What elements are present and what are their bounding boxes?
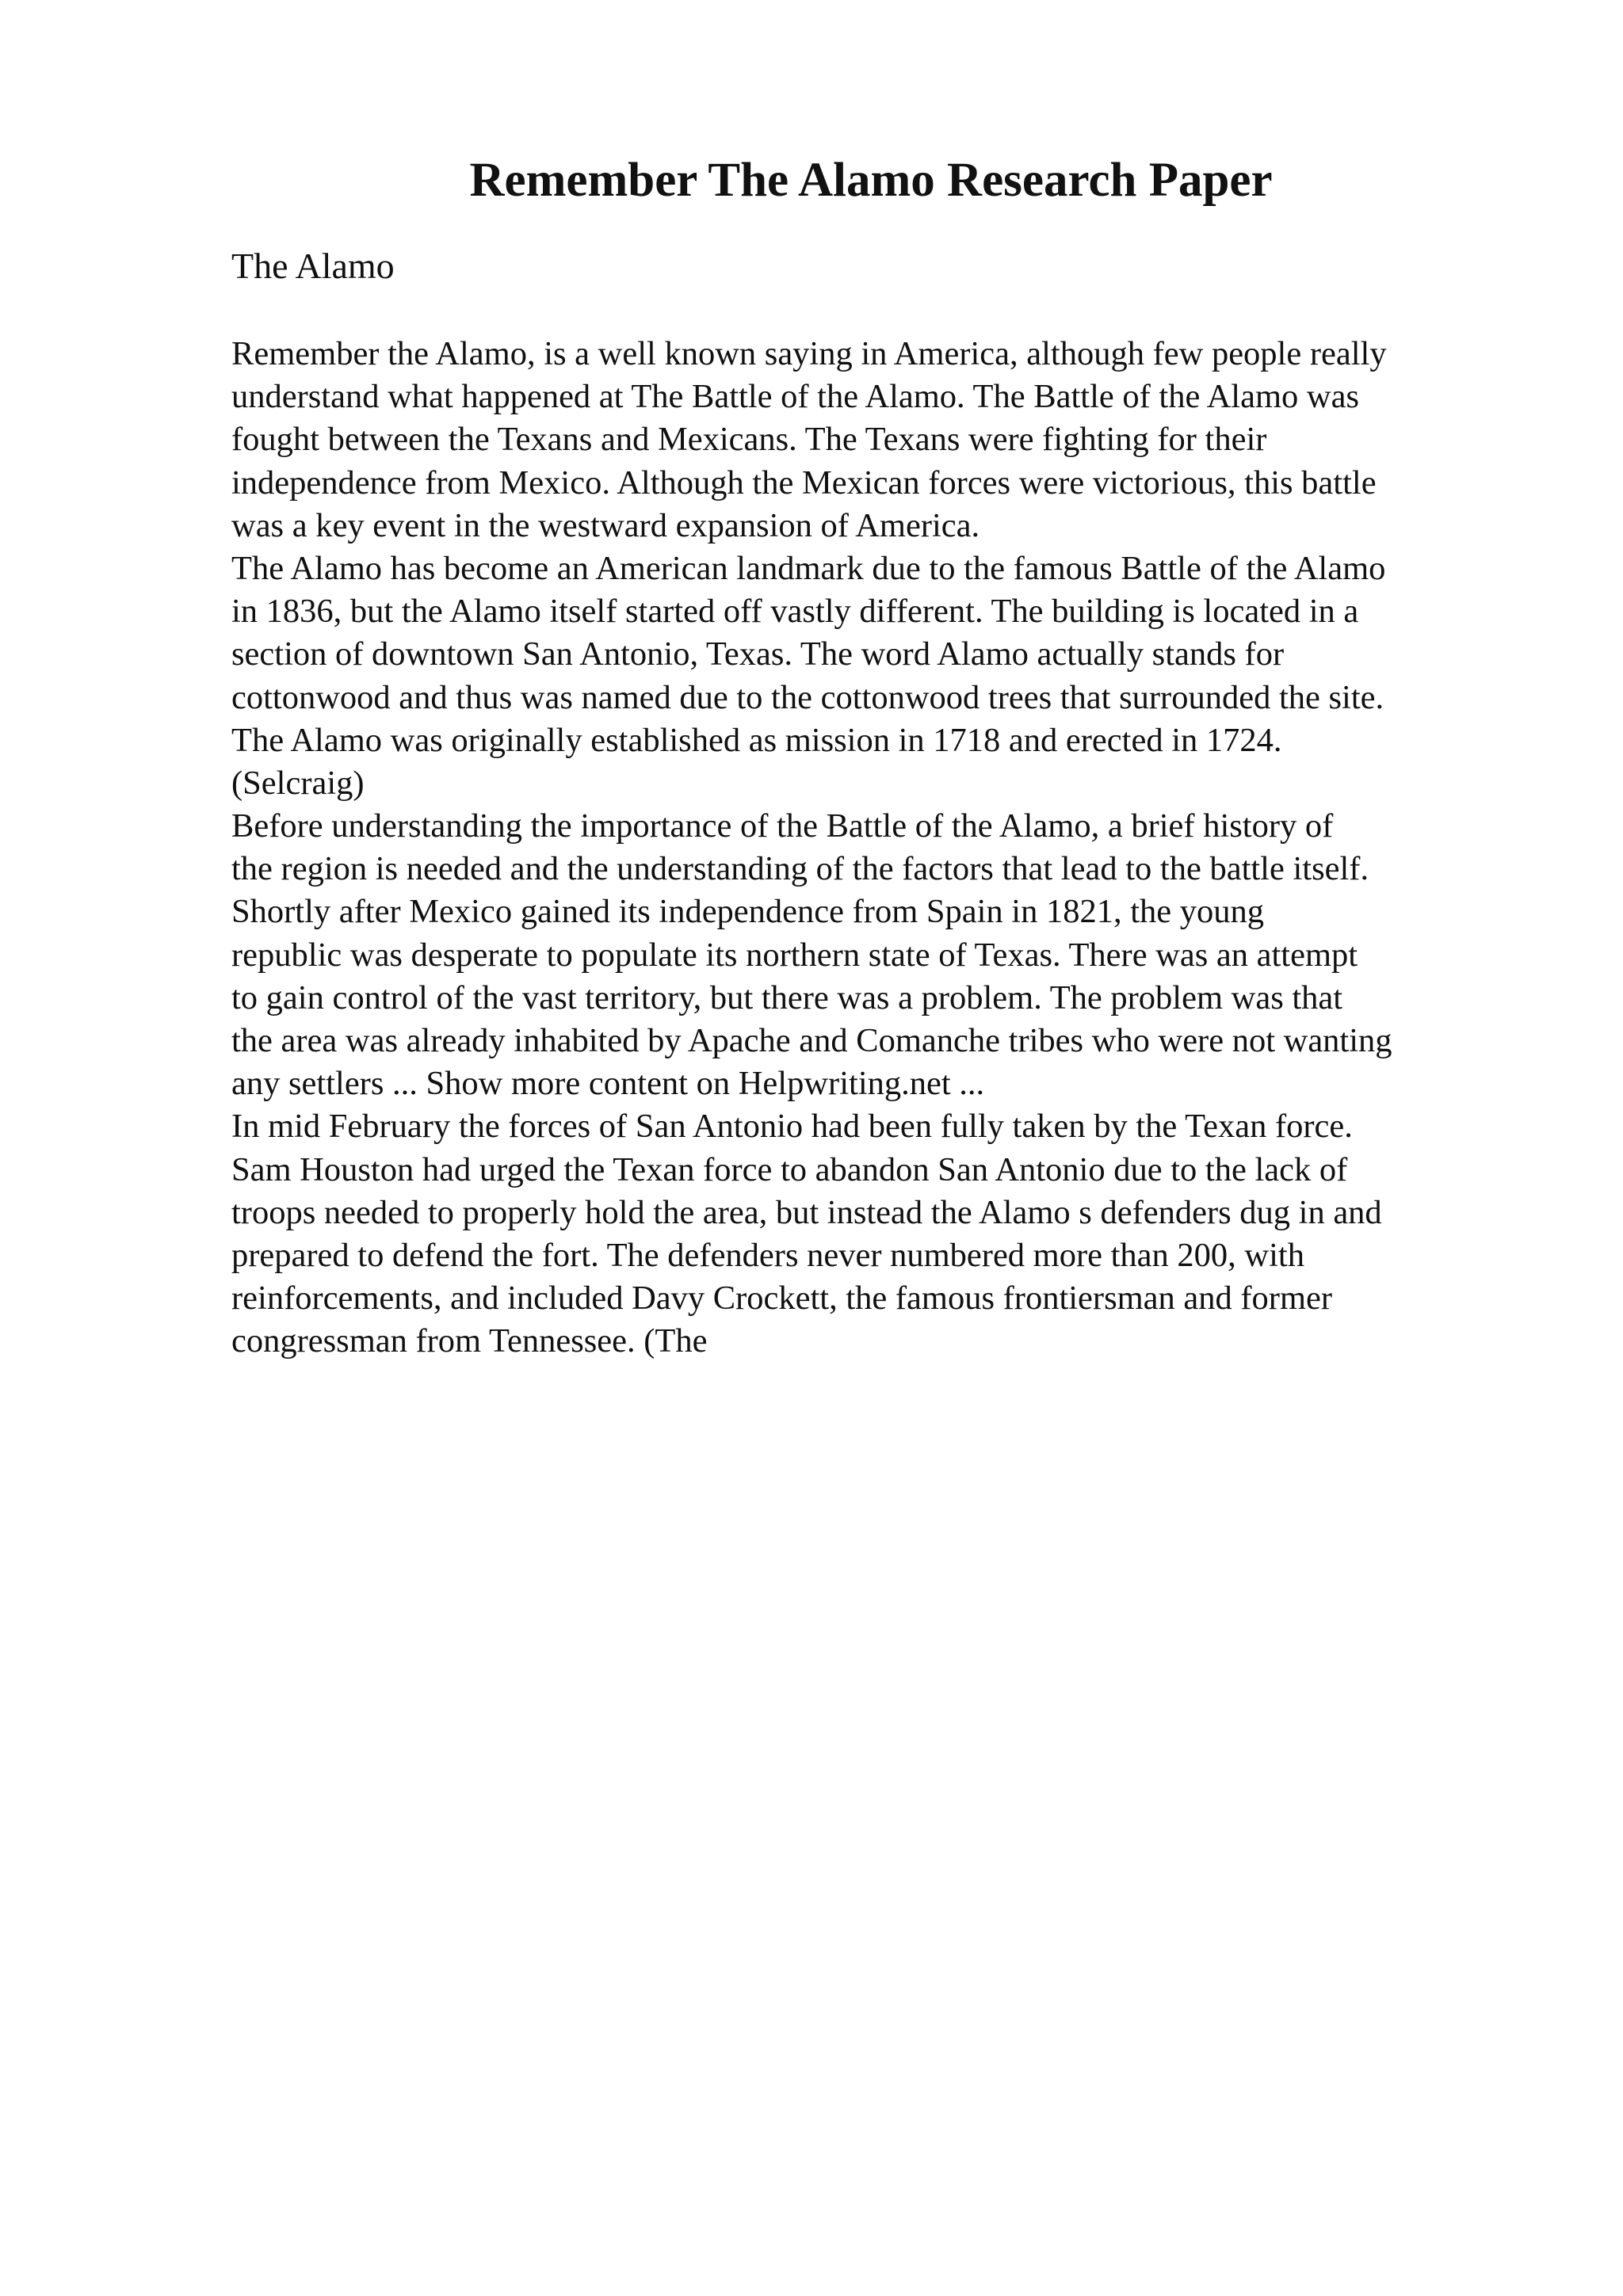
text-line: The Alamo was originally established as mission in 1718 and erected in 1724.: [231, 721, 1282, 759]
text-line: prepared to defend the fort. The defenders never numbered more than 200, with: [231, 1236, 1304, 1274]
text-line: in 1836, but the Alamo itself started off vastly different. The building is located in a: [231, 593, 1359, 631]
text-line: to gain control of the vast territory, but there was a problem. The problem was that: [231, 978, 1343, 1016]
document-title: Remember The Alamo Research Paper: [469, 154, 1273, 207]
text-line: Remember the Alamo, is a well known saying in America, although few people really: [231, 335, 1387, 372]
text-line: section of downtown San Antonio, Texas. The word Alamo actually stands for: [231, 635, 1285, 673]
text-line: The Alamo has become an American landmark due to the famous Battle of the Alamo: [231, 549, 1386, 587]
text-line: any settlers ... Show more content on Helpwriting.net ...: [231, 1065, 985, 1103]
text-line: Before understanding the importance of the Battle of the Alamo, a brief history of: [231, 807, 1334, 845]
text-line: Sam Houston had urged the Texan force to abandon San Antonio due to the lack of: [231, 1150, 1348, 1188]
text-line: troops needed to properly hold the area, but instead the Alamo s defenders dug in and: [231, 1193, 1382, 1231]
text-line: (Selcraig): [231, 764, 365, 802]
text-line: congressman from Tennessee. (The: [231, 1322, 708, 1360]
body-text: [231, 333, 1392, 1363]
text-line: the region is needed and the understanding of the factors that lead to the battle itself.: [231, 850, 1369, 888]
text-line: republic was desperate to populate its northern state of Texas. There was an attempt: [231, 936, 1358, 974]
text-line: cottonwood and thus was named due to the cottonwood trees that surrounded the site.: [231, 678, 1384, 716]
text-line: In mid February the forces of San Antonio had been fully taken by the Texan force.: [231, 1108, 1353, 1146]
text-line: independence from Mexico. Although the Mexican forces were victorious, this battle: [231, 463, 1377, 502]
text-line: was a key event in the westward expansion of America.: [231, 506, 980, 544]
text-line: understand what happened at The Battle of the Alamo. The Battle of the Alamo was: [231, 378, 1359, 416]
text-line: Shortly after Mexico gained its independence from Spain in 1821, the young: [231, 893, 1265, 931]
text-line: the area was already inhabited by Apache and Comanche tribes who were not wanting: [231, 1022, 1392, 1059]
text-line: fought between the Texans and Mexicans. The Texans were fighting for their: [231, 421, 1267, 459]
text-line: reinforcements, and included Davy Crockett, the famous frontiersman and former: [231, 1280, 1333, 1318]
document-subtitle: The Alamo: [231, 246, 395, 286]
